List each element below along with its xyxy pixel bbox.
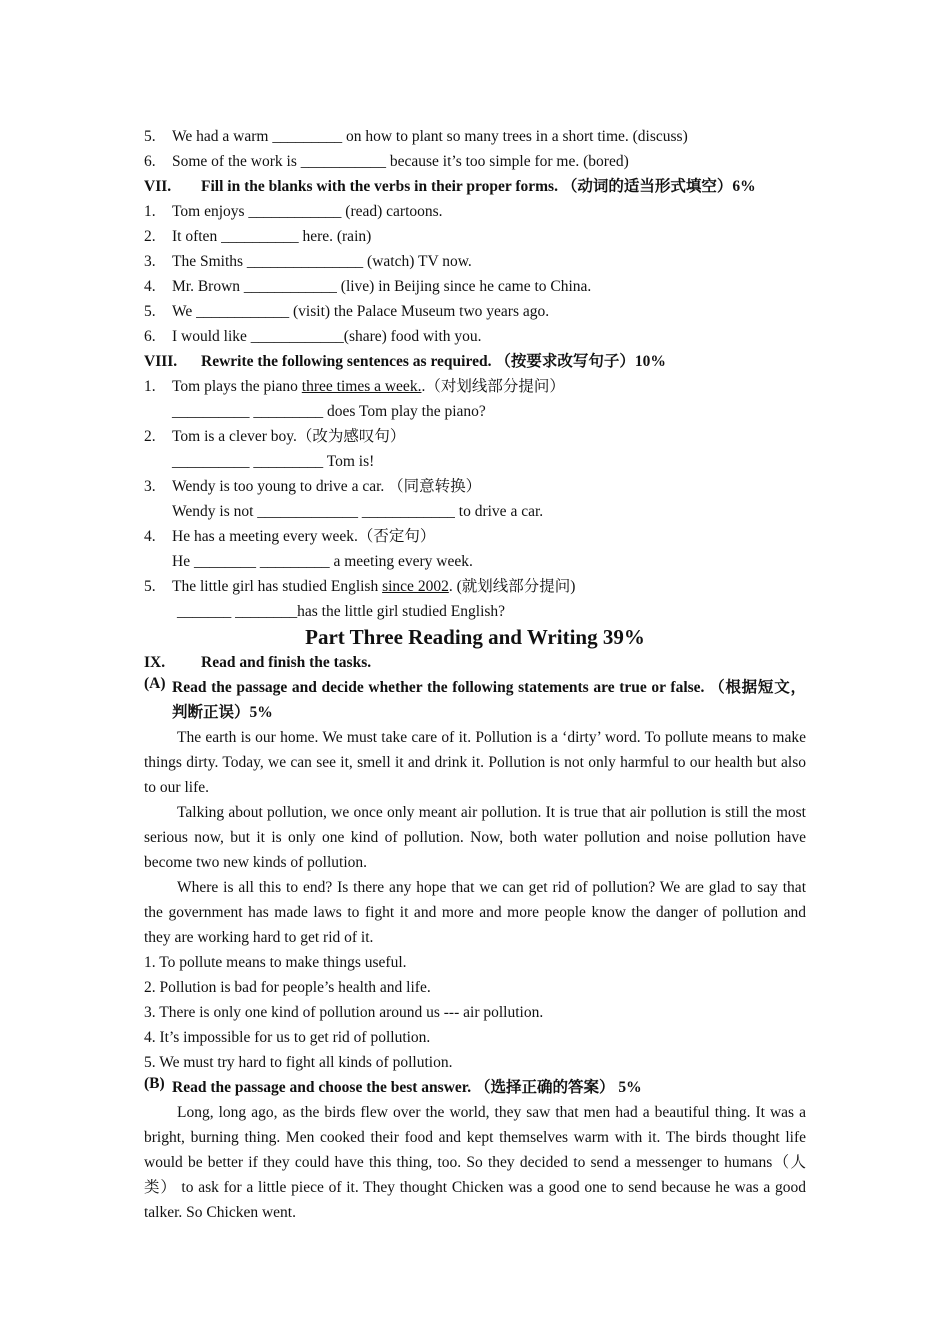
section-heading-ix (144, 650, 806, 675)
question-number: 3. (144, 478, 156, 495)
worksheet-page (144, 124, 806, 1225)
question-item (144, 249, 806, 274)
passage-paragraph: Where is all this to end? Is there any hope that we can get rid of pollution? We are glad to say that the government has made laws to fight it and more and more people know the danger of pollution and they are working hard to get rid of it. (144, 879, 806, 946)
statement-item: 3. There is only one kind of pollution around us --- air pollution. (144, 1004, 544, 1021)
section-number: VII. (144, 178, 172, 195)
section-number: VIII. (144, 353, 178, 370)
section-heading-viii (144, 349, 806, 374)
underlined-phrase: since 2002 (382, 578, 449, 595)
question-text: He has a meeting every week.（否定句） (172, 528, 436, 545)
underlined-phrase: three times a week. (301, 378, 422, 395)
question-number: 5. (144, 578, 156, 595)
question-number: 5. (144, 303, 156, 320)
question-number: 3. (144, 253, 156, 270)
question-item (144, 324, 806, 349)
section-title: Read and finish the tasks. (201, 654, 372, 671)
answer-line: __________ _________ Tom is! (172, 453, 375, 470)
question-text: Some of the work is ___________ because it’s too simple for me. (bored) (172, 153, 629, 170)
passage-paragraph: The earth is our home. We must take care of it. Pollution is a ‘dirty’ word. To pollute means to make things dirty. Today, we can see it, smell it and drink it. Pollution is not only harmful to our health but also to our life. (144, 729, 806, 796)
question-number: 2. (144, 428, 156, 445)
passage-paragraph: Talking about pollution, we once only meant air pollution. It is true that air pollution is still the most serious now, but it is only one kind of pollution. Now, both water pollution and noise pollution have become two new kinds of pollution. (144, 804, 806, 871)
question-item (144, 124, 806, 149)
statement-item: 5. We must try hard to fight all kinds of pollution. (144, 1054, 453, 1071)
subsection-title: Read the passage and decide whether the following statements are true or false. （根据短文，判断正误）5% (172, 679, 806, 721)
question-text: The little girl has studied English (172, 578, 383, 595)
part-title: Part Three Reading and Writing 39% (305, 625, 645, 649)
answer-line: Wendy is not _____________ ____________ to drive a car. (172, 503, 544, 520)
question-item (144, 574, 806, 599)
question-text: The Smiths _______________ (watch) TV now. (172, 253, 472, 270)
question-instruction: . (就划线部分提问) (448, 578, 576, 595)
question-item (144, 299, 806, 324)
statement-item: 4. It’s impossible for us to get rid of pollution. (144, 1029, 431, 1046)
subsection-heading-a (144, 675, 806, 725)
question-number: 1. (144, 203, 156, 220)
question-item (144, 424, 806, 449)
question-number: 1. (144, 378, 156, 395)
question-item (144, 274, 806, 299)
subsection-heading-b (144, 1075, 806, 1100)
section-title: Rewrite the following sentences as required. （按要求改写句子）10% (201, 353, 666, 370)
section-number: IX. (144, 654, 166, 671)
section-heading-vii (144, 174, 806, 199)
question-item (144, 374, 806, 399)
question-number: 6. (144, 153, 156, 170)
question-text: Wendy is too young to drive a car. （同意转换） (172, 478, 482, 495)
question-item (144, 224, 806, 249)
answer-line: __________ _________ does Tom play the piano? (172, 403, 486, 420)
question-text: We had a warm _________ on how to plant so many trees in a short time. (discuss) (172, 128, 688, 145)
question-text: It often __________ here. (rain) (172, 228, 372, 245)
question-item (144, 524, 806, 549)
question-number: 6. (144, 328, 156, 345)
question-number: 5. (144, 128, 156, 145)
question-item (144, 199, 806, 224)
answer-line: _______ ________has the little girl studied English? (177, 603, 506, 620)
question-number: 4. (144, 278, 156, 295)
subsection-title: Read the passage and choose the best answer. （选择正确的答案） 5% (172, 1079, 642, 1096)
question-number: 2. (144, 228, 156, 245)
section-title: Fill in the blanks with the verbs in their proper forms. （动词的适当形式填空）6% (201, 178, 756, 195)
question-text: I would like ____________(share) food with you. (172, 328, 482, 345)
statement-item: 2. Pollution is bad for people’s health and life. (144, 979, 431, 996)
question-text: Mr. Brown ____________ (live) in Beijing since he came to China. (172, 278, 592, 295)
subsection-label: (A) (144, 675, 166, 692)
answer-line: He ________ _________ a meeting every week. (172, 553, 473, 570)
statement-item: 1. To pollute means to make things useful. (144, 954, 407, 971)
question-item (144, 474, 806, 499)
question-text: We ____________ (visit) the Palace Museum two years ago. (172, 303, 550, 320)
question-item (144, 149, 806, 174)
question-number: 4. (144, 528, 156, 545)
question-text: Tom is a clever boy.（改为感叹句） (172, 428, 406, 445)
subsection-label: (B) (144, 1075, 165, 1092)
passage-paragraph: Long, long ago, as the birds flew over the world, they saw that men had a beautiful thing. It was a bright, burning thing. Men cooked their food and kept themselves warm with it. The birds thought life would be better if they could have this thing, too. So they decided to send a messenger to humans（人类） to ask for a little piece of it. They thought Chicken was a good one to send because he was a good talker. So Chicken went. (144, 1104, 806, 1221)
question-text: Tom enjoys ____________ (read) cartoons. (172, 203, 443, 220)
question-text: Tom plays the piano (172, 378, 302, 395)
question-instruction: .（对划线部分提问） (421, 378, 565, 395)
